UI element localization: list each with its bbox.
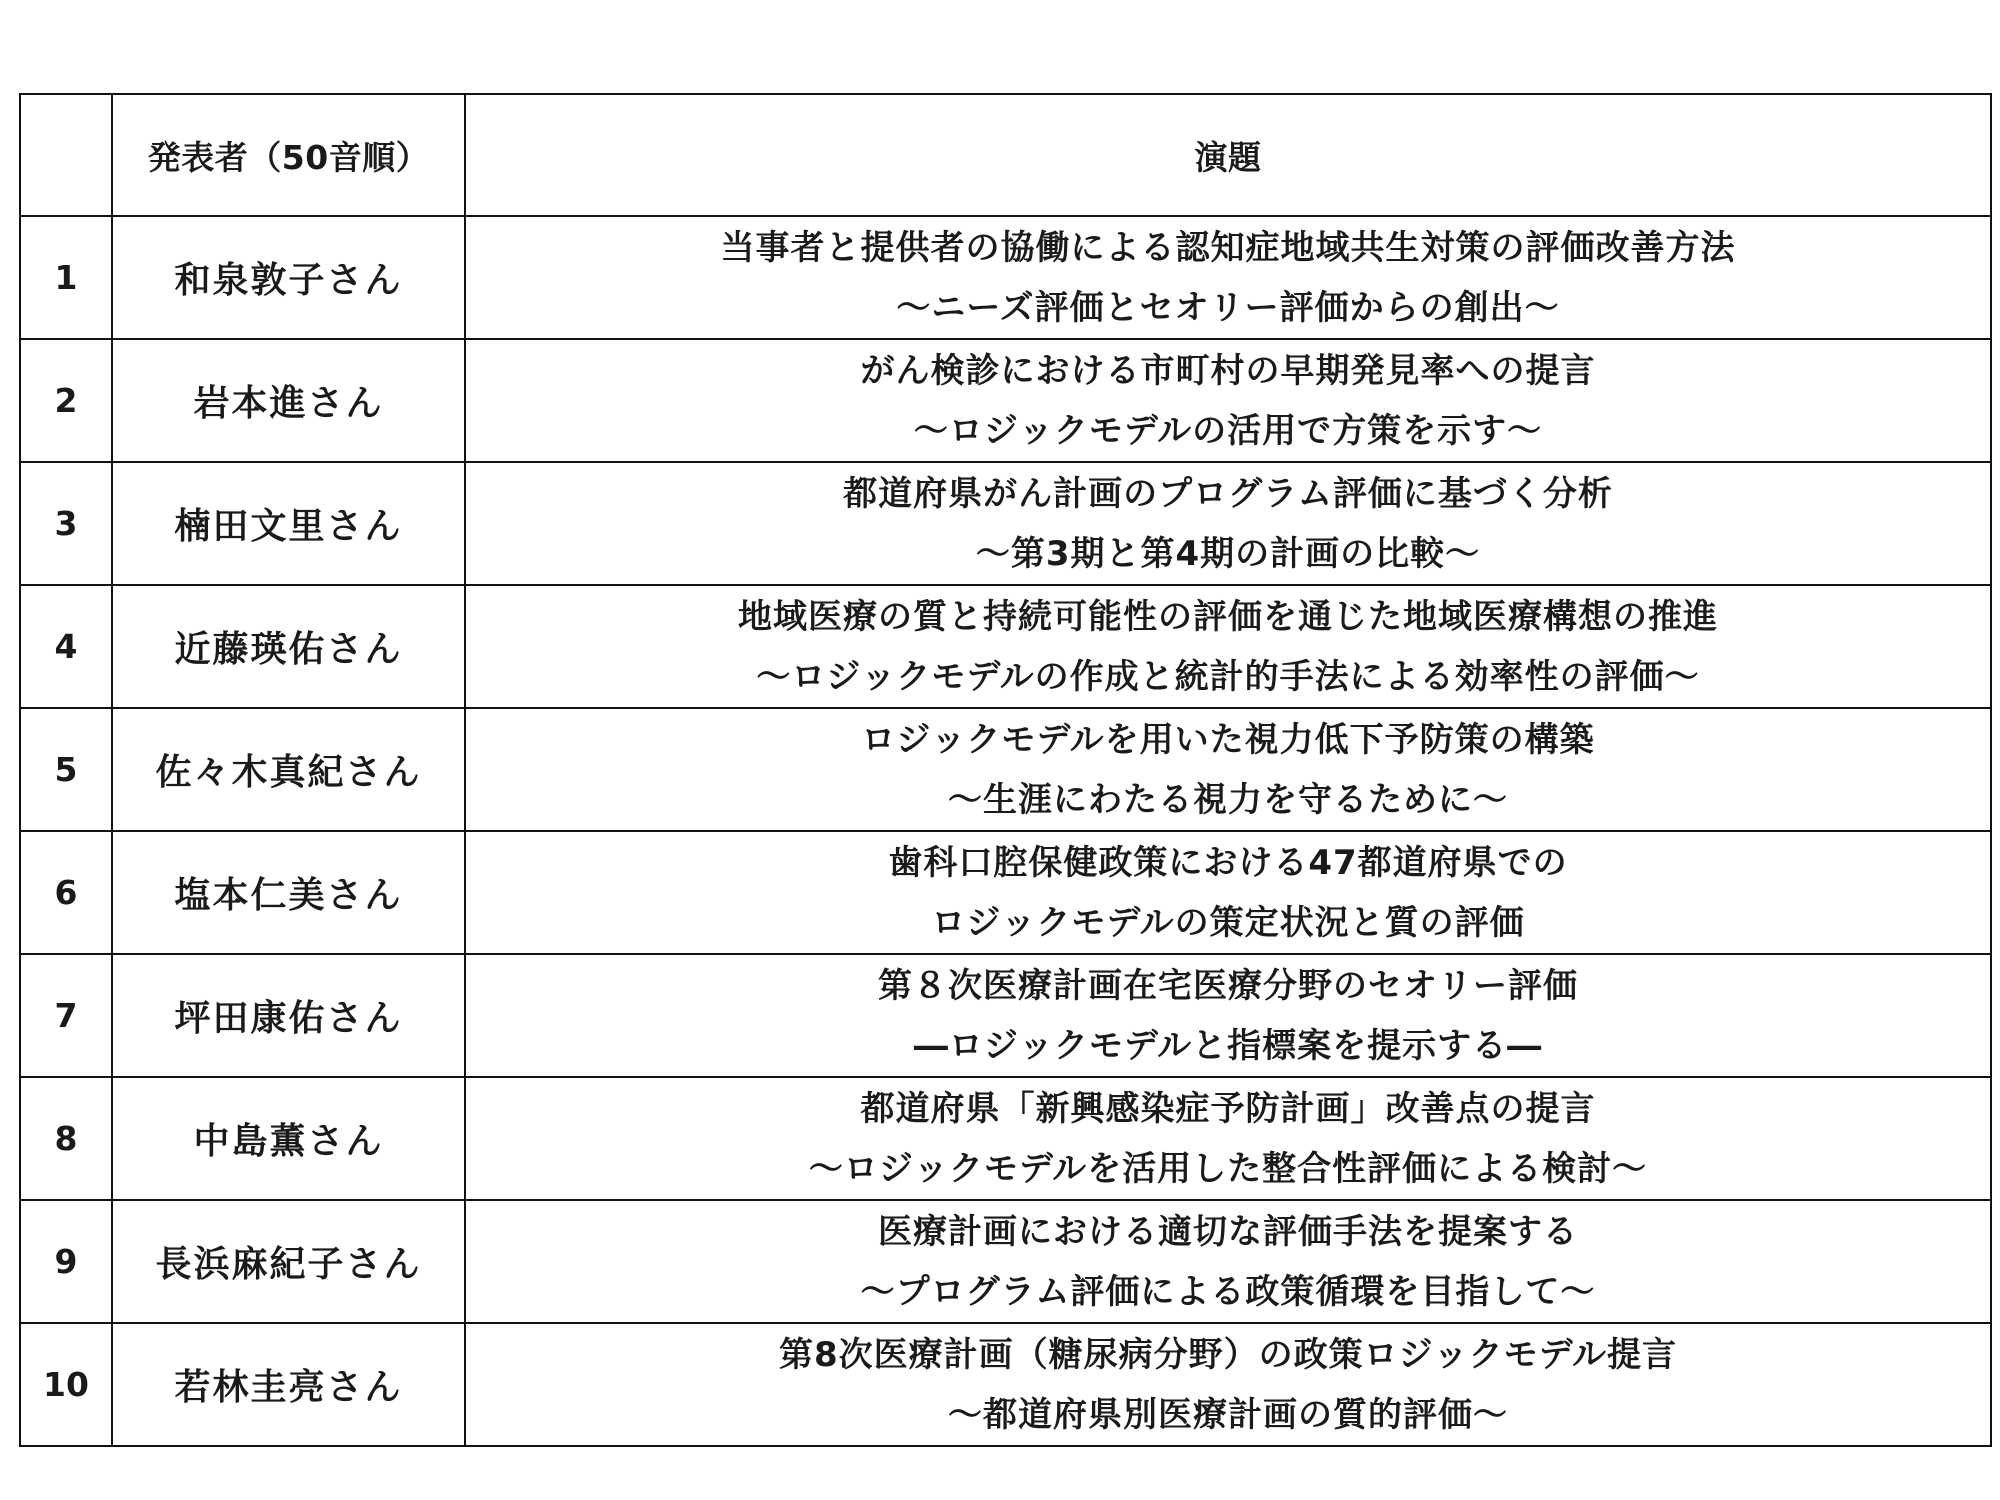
presenter-name: 和泉敦子さん	[112, 216, 465, 339]
title-sub: ～第3期と第4期の計画の比較～	[975, 533, 1481, 574]
talk-title	[465, 462, 1991, 585]
title-sub: ～都道府県別医療計画の質的評価～	[948, 1394, 1508, 1435]
title-sub: ～ロジックモデルを活用した整合性評価による検討～	[808, 1148, 1648, 1189]
table-row	[20, 708, 1991, 831]
table-header-row	[20, 94, 1991, 216]
title-sub: ～ニーズ評価とセオリー評価からの創出～	[896, 287, 1560, 328]
table-row	[20, 1323, 1991, 1446]
presenter-name: 塩本仁美さん	[112, 831, 465, 954]
title-main: がん検診における市町村の早期発見率への提言	[860, 350, 1596, 391]
presenter-table	[19, 93, 1992, 1447]
table-row	[20, 1077, 1991, 1200]
title-main: ロジックモデルを用いた視力低下予防策の構築	[861, 719, 1595, 760]
table-row	[20, 216, 1991, 339]
presenter-name: 坪田康佑さん	[112, 954, 465, 1077]
talk-title	[465, 1200, 1991, 1323]
title-main: 第8次医療計画（糖尿病分野）の政策ロジックモデル提言	[779, 1334, 1677, 1375]
presenter-name: 佐々木真紀さん	[112, 708, 465, 831]
title-main: 医療計画における適切な評価手法を提案する	[878, 1211, 1578, 1252]
title-main: 当事者と提供者の協働による認知症地域共生対策の評価改善方法	[720, 227, 1736, 268]
row-number: 7	[20, 954, 112, 1077]
row-number: 1	[20, 216, 112, 339]
title-sub: ～生涯にわたる視力を守るために～	[948, 779, 1508, 820]
presenter-name: 中島薫さん	[112, 1077, 465, 1200]
talk-title	[465, 216, 1991, 339]
header-number	[20, 94, 112, 216]
table-row	[20, 1200, 1991, 1323]
row-number: 2	[20, 339, 112, 462]
title-main: 第８次医療計画在宅医療分野のセオリー評価	[878, 965, 1578, 1006]
row-number: 8	[20, 1077, 112, 1200]
title-main: 地域医療の質と持続可能性の評価を通じた地域医療構想の推進	[738, 596, 1718, 637]
header-presenter: 発表者（50音順）	[112, 94, 465, 216]
table-row	[20, 585, 1991, 708]
row-number: 9	[20, 1200, 112, 1323]
title-main: 歯科口腔保健政策における47都道府県での	[888, 842, 1568, 883]
presenter-name: 岩本進さん	[112, 339, 465, 462]
presenter-name: 長浜麻紀子さん	[112, 1200, 465, 1323]
title-main: 都道府県「新興感染症予防計画」改善点の提言	[860, 1088, 1596, 1129]
talk-title	[465, 954, 1991, 1077]
row-number: 5	[20, 708, 112, 831]
title-sub: ～プログラム評価による政策循環を目指して～	[860, 1271, 1596, 1312]
talk-title	[465, 339, 1991, 462]
presenter-name: 近藤瑛佑さん	[112, 585, 465, 708]
presenter-name: 若林圭亮さん	[112, 1323, 465, 1446]
row-number: 3	[20, 462, 112, 585]
talk-title	[465, 585, 1991, 708]
row-number: 6	[20, 831, 112, 954]
table-row	[20, 954, 1991, 1077]
title-sub: ～ロジックモデルの作成と統計的手法による効率性の評価～	[756, 656, 1700, 697]
header-title: 演題	[465, 94, 1991, 216]
row-number: 10	[20, 1323, 112, 1446]
title-sub: ―ロジックモデルと指標案を提示する―	[913, 1025, 1543, 1066]
talk-title	[465, 1323, 1991, 1446]
row-number: 4	[20, 585, 112, 708]
talk-title	[465, 708, 1991, 831]
title-sub: ～ロジックモデルの活用で方策を示す～	[913, 410, 1543, 451]
title-main: 都道府県がん計画のプログラム評価に基づく分析	[843, 473, 1613, 514]
title-sub: ロジックモデルの策定状況と質の評価	[931, 902, 1525, 943]
talk-title	[465, 1077, 1991, 1200]
table-row	[20, 462, 1991, 585]
talk-title	[465, 831, 1991, 954]
presenter-name: 楠田文里さん	[112, 462, 465, 585]
table-row	[20, 339, 1991, 462]
table-row	[20, 831, 1991, 954]
